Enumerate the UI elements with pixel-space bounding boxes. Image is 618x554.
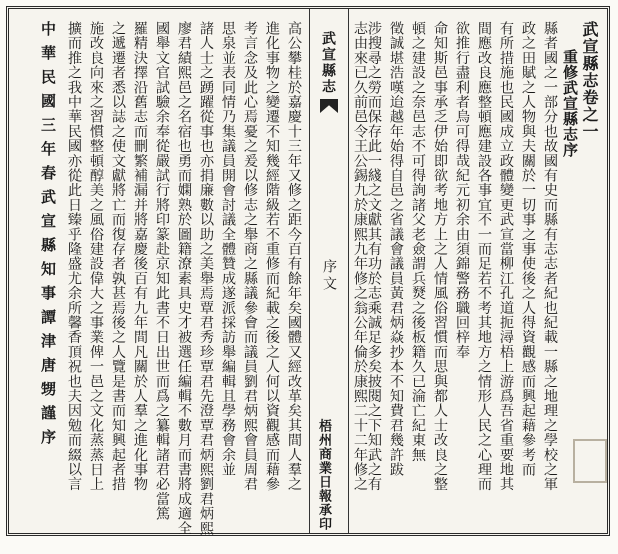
fold-section-label: 序文 xyxy=(321,259,337,293)
text-column: 志由來已久前邑令王公錫九於康熙九年修之翁公年倫於康熙二十二年修之 xyxy=(352,21,368,492)
text-column: 羅精決擇沿舊志而刪繁補漏并將嘉慶後百有九年間凡關於人羣之進化事物 xyxy=(132,21,148,492)
text-column: 思泉並表同情乃集議員開會討議全體贊成遂派採訪舉編輯且學務會余並 xyxy=(220,21,236,477)
text-column: 施改良向來之習慣整頓醇美之風俗建設偉大之事業俾一邑之文化蒸蒸日上 xyxy=(88,21,104,492)
text-column: 涉搜尋之勞而保存此一綫之文獻其有功於志乘誠足多矣披閱之下知武之有 xyxy=(366,21,382,492)
text-column: 有所措施也民國成立政體變更武宣當柳江孔道扼潯梧上游爲吾省重要地其 xyxy=(498,21,514,492)
center-fold xyxy=(309,9,349,533)
text-column: 之遞遷者悉以誌之使文獻將亡而復存者孰甚焉後之人覽是書而知興起者措 xyxy=(110,21,126,492)
seal-stamp xyxy=(573,439,607,483)
text-column: 國舉文官試驗余奉從嚴試行將印篆赴京知此書不日出世而爲之纂輯諸君必當篤 xyxy=(154,21,170,521)
text-column: 諸人士之踴躍從事也亦捐廉數以助之美舉焉覃君秀珍覃君先澄覃君炳熙劉君炳熙 xyxy=(198,21,214,536)
text-column: 高公攀桂於嘉慶十三年又修之距今百有餘年矣國體又經改革矣其間人羣之 xyxy=(286,21,302,492)
fold-book-title: 武宣縣志 xyxy=(320,31,336,95)
text-column: 進化事物之變遷不知幾經階級若不重修而紀載之後之人何以資觀感而藉參 xyxy=(264,21,280,492)
text-column: 政之田賦之人物與夫關於一切事之事使後之人得資觀感而興起藉參考而 xyxy=(520,21,536,477)
printer-imprint: 梧州商業日報承印 xyxy=(316,419,331,531)
text-column: 頓之建設之奈邑志不可得詢諸父老僉謂兵燹之後板籍久已淪亡紀東無 xyxy=(410,21,426,462)
book-page xyxy=(6,6,610,536)
text-column: 命知斯邑事承乏伊始即欲考地方上之人情風俗習慣而思與都人士改良之整 xyxy=(432,21,448,492)
preface-title: 重修武宣縣志序 xyxy=(561,49,579,158)
text-column: 欲推行盡利者烏可得哉紀元初余由須錦警務職回梓奉 xyxy=(454,21,470,360)
text-column: 廖君績熙邑之名宿也勇而嫻熟於圖籍潦素具史才被選任編輯不數月而書將成適全 xyxy=(176,21,192,536)
text-column: 縣者國之一部分也故國有史而縣有志志者紀也紀載一縣之地理之學校之軍 xyxy=(542,21,558,492)
volume-heading: 武宣縣志卷之一 xyxy=(580,21,599,140)
text-column: 考言念及此心焉憂之爰以修志之舉商之縣議參會而議員劉君炳熙會員周君 xyxy=(242,21,258,492)
text-column: 擴而推之我中華民國亦從此日臻乎隆盛尤余所馨香頂祝也夫因勉而綴以言 xyxy=(66,21,82,492)
text-column: 間應改良應整頓應建設各事宜不一而足若不考其地方之情形人民之心理而 xyxy=(476,21,492,492)
text-column: 徵誠堪浩嘆迨越年始得自邑之省議會議員黃君炳焱抄本不知費君幾許跋 xyxy=(388,21,404,477)
preface-signature: 中華民國三年春武宣縣知事譚津唐甥謹序 xyxy=(39,21,57,453)
fish-tail-mark xyxy=(320,99,338,113)
